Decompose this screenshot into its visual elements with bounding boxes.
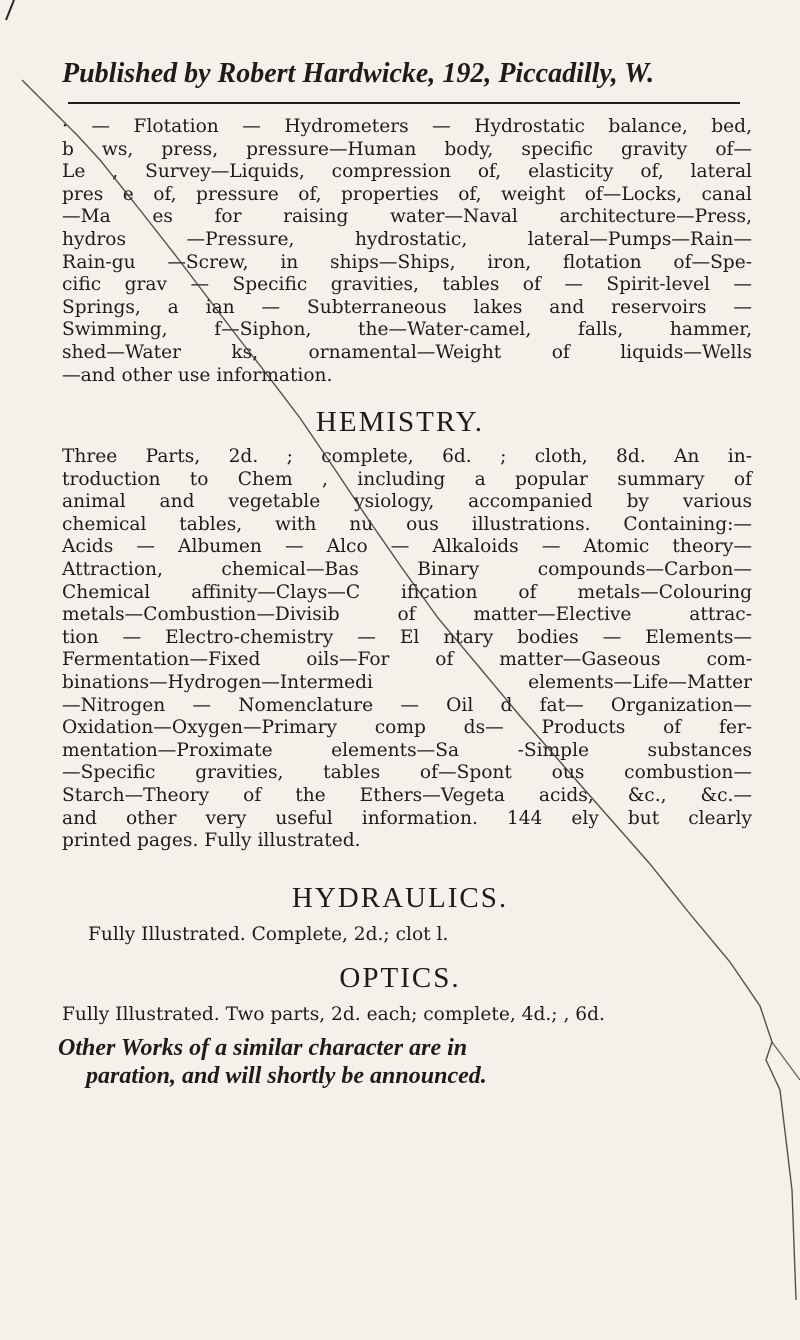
hydrostatics-line: cific grav — Specific gravities, tables of — Spirit-level — xyxy=(62,274,752,296)
hydrostatics-line: Rain-gu —Screw, in ships—Ships, iron, flotation of—Spe- xyxy=(62,251,752,273)
chemistry-line: Oxidation—Oxygen—Primary comp ds— Products of fer- xyxy=(62,717,752,739)
chemistry-heading: HEMISTRY. xyxy=(315,406,485,438)
hydrostatics-line: pres e of, pressure of, properties of, weight of—Locks, canal xyxy=(62,183,752,205)
chemistry-line: Attraction, chemical—Bas Binary compounds—Carbon— xyxy=(62,558,752,580)
hydrostatics-line: Le , Survey—Liquids, compression of, elasticity of, lateral xyxy=(62,161,752,183)
hydraulics-heading: HYDRAULICS. xyxy=(291,882,509,914)
hydrostatics-line: · — Flotation — Hydrometers — Hydrostatic balance, bed, xyxy=(62,116,752,137)
chemistry-line: chemical tables, with nu ous illustrations. Containing:— xyxy=(62,513,752,535)
chemistry-line: mentation—Proximate elements—Sa -Simple substances xyxy=(62,739,752,761)
hydrostatics-line: b ws, press, pressure—Human body, specific gravity of— xyxy=(62,138,752,160)
chemistry-line: binations—Hydrogen—Intermedi elements—Life—Matter xyxy=(62,671,752,693)
publisher-header: Published by Robert Hardwicke, 192, Piccadilly, W. xyxy=(62,58,655,89)
optics-heading: OPTICS. xyxy=(339,962,461,994)
chemistry-line: metals—Combustion—Divisib of matter—Elective attrac- xyxy=(62,604,752,626)
chemistry-line: and other very useful information. 144 ely but clearly xyxy=(62,807,752,829)
hydrostatics-line: shed—Water ks, ornamental—Weight of liquids—Wells xyxy=(62,341,752,363)
closing-note-line-2: paration, and will shortly be announced. xyxy=(86,1063,487,1089)
chemistry-line: printed pages. Fully illustrated. xyxy=(62,830,361,852)
chemistry-line: tion — Electro-chemistry — El ntary bodies — Elements— xyxy=(62,626,752,648)
hydrostatics-line: Swimming, f—Siphon, the—Water-camel, falls, hammer, xyxy=(62,319,752,341)
hydrostatics-line: Springs, a ian — Subterraneous lakes and reservoirs — xyxy=(62,296,752,318)
hydraulics-details: Fully Illustrated. Complete, 2d.; clot l. xyxy=(88,924,449,945)
chemistry-line: troduction to Chem , including a popular summary of xyxy=(62,468,752,490)
hydrostatics-line: —Ma es for raising water—Naval architecture—Press, xyxy=(62,206,752,228)
chemistry-line: animal and vegetable ysiology, accompanied by various xyxy=(62,491,752,513)
closing-note-line-1: Other Works of a similar character are in xyxy=(58,1035,468,1061)
chemistry-line: Three Parts, 2d. ; complete, 6d. ; cloth, 8d. An in- xyxy=(62,446,752,467)
chemistry-line: —Specific gravities, tables of—Spont ous combustion— xyxy=(62,762,752,784)
chemistry-line: —Nitrogen — Nomenclature — Oil d fat— Organization— xyxy=(62,694,752,716)
hydrostatics-line: hydros —Pressure, hydrostatic, lateral—Pumps—Rain— xyxy=(62,228,752,250)
chemistry-line: Chemical affinity—Clays—C ification of metals—Colouring xyxy=(62,581,752,603)
chemistry-line: Starch—Theory of the Ethers—Vegeta acids, &c., &c.— xyxy=(62,784,752,806)
chemistry-line: Fermentation—Fixed oils—For of matter—Gaseous com- xyxy=(62,649,752,671)
optics-details: Fully Illustrated. Two parts, 2d. each; complete, 4d.; , 6d. xyxy=(62,1004,605,1025)
hydrostatics-line: —and other use information. xyxy=(62,364,333,386)
chemistry-line: Acids — Albumen — Alco — Alkaloids — Atomic theory— xyxy=(62,536,752,558)
